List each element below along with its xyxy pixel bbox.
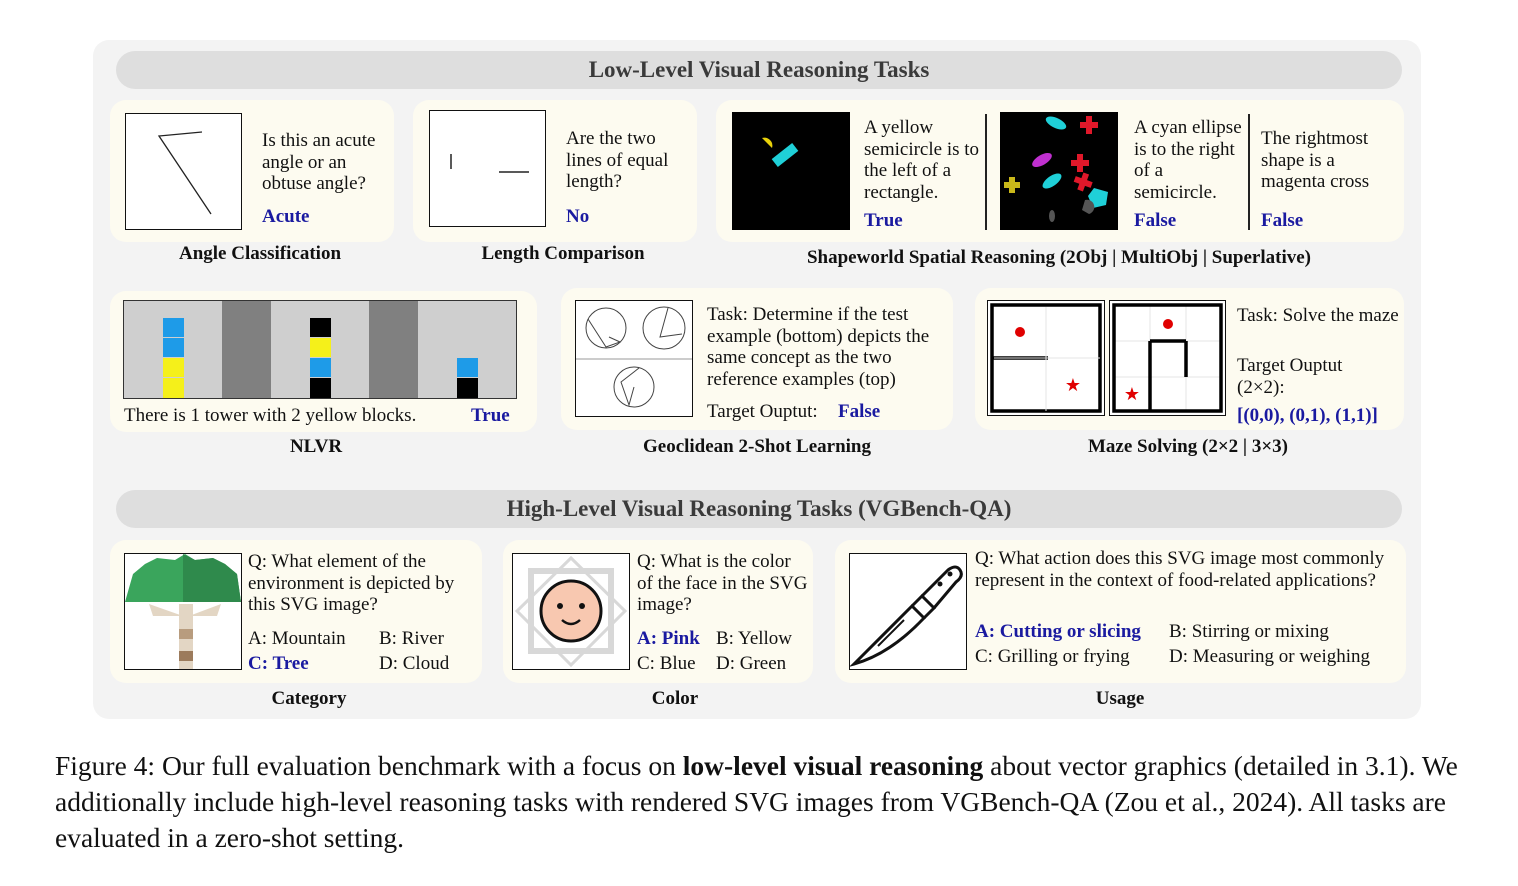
category-option-c: C: Tree (248, 653, 309, 674)
nlvr-answer: True (471, 405, 510, 426)
maze-answer: [(0,0), (0,1), (1,1)] (1237, 405, 1378, 426)
figure-caption-suffix: about vector graphics (detailed in 3.1). We additionally include high-level reasoning tasks with rendered SVG images from VGBench-QA (Zou et al., 2024). All tasks are evaluated in a zero-shot setting. (55, 750, 1458, 853)
shapeworld-image-1 (732, 112, 850, 230)
geoclidean-answer: False (838, 401, 881, 422)
angle-question: Is this an acute angle or an obtuse angle? (262, 130, 376, 194)
usage-caption: Usage (1095, 688, 1145, 709)
shapeworld-answer-2: False (1134, 210, 1177, 231)
nlvr-statement: There is 1 tower with 2 yellow blocks. (124, 405, 417, 426)
category-image (124, 553, 242, 670)
color-option-c: C: Blue (637, 653, 696, 674)
length-caption: Length Comparison (481, 243, 645, 264)
usage-question: Q: What action does this SVG image most commonly represent in the context of food-related applications? (975, 548, 1385, 591)
geoclidean-caption: Geoclidean 2-Shot Learning (642, 436, 871, 457)
knife-icon (850, 554, 966, 669)
figure-caption-prefix: Figure 4: Our full evaluation benchmark with a focus on (55, 750, 683, 781)
maze-caption: Maze Solving (2×2 | 3×3) (1088, 436, 1288, 457)
length-answer: No (566, 206, 590, 227)
color-question: Q: What is the color of the face in the SVG image? (637, 551, 808, 615)
shapeworld-image-2 (1000, 112, 1118, 230)
shapeworld-answer-3: False (1261, 210, 1304, 231)
length-image (429, 110, 546, 227)
maze-image-2 (1109, 300, 1226, 416)
color-image (512, 553, 630, 670)
angle-caption: Angle Classification (178, 243, 342, 264)
category-option-d: D: Cloud (379, 653, 450, 674)
geoclidean-task: Task: Determine if the test example (bottom) depicts the same concept as the two reference examples (top) (707, 304, 930, 390)
shapeworld-text-2: A cyan ellipse is to the right of a semicircle. (1134, 117, 1242, 203)
usage-option-d: D: Measuring or weighing (1169, 646, 1371, 667)
usage-image (849, 553, 967, 670)
maze-task: Task: Solve the maze (1237, 305, 1399, 326)
shapeworld-text-1: A yellow semicircle is to the left of a rectangle. (864, 117, 980, 203)
usage-option-b: B: Stirring or mixing (1169, 621, 1329, 642)
angle-answer: Acute (262, 206, 310, 227)
high-level-banner: High-Level Visual Reasoning Tasks (VGBench-QA) (116, 490, 1402, 528)
divider-2 (1248, 114, 1250, 230)
low-level-banner: Low-Level Visual Reasoning Tasks (116, 51, 1402, 89)
length-question: Are the two lines of equal length? (566, 128, 669, 192)
color-option-d: D: Green (716, 653, 787, 674)
smiley-face-icon (513, 554, 629, 669)
usage-option-a: A: Cutting or slicing (975, 621, 1141, 642)
maze-image-1 (987, 300, 1105, 416)
angle-image (125, 113, 242, 230)
figure-caption (55, 748, 1475, 856)
tree-icon (125, 554, 241, 669)
color-caption: Color (651, 688, 699, 709)
nlvr-image (123, 300, 517, 399)
shapeworld-answer-1: True (864, 210, 903, 231)
category-caption: Category (271, 688, 347, 709)
color-option-a: A: Pink (637, 628, 700, 649)
divider-1 (985, 114, 987, 230)
shapeworld-text-3: The rightmost shape is a magenta cross (1261, 128, 1370, 192)
shapeworld-caption: Shapeworld Spatial Reasoning (2Obj | MultiObj | Superlative) (806, 247, 1311, 268)
geoclidean-target-label: Target Ouptut: (707, 401, 818, 422)
usage-option-c: C: Grilling or frying (975, 646, 1130, 667)
category-question: Q: What element of the environment is depicted by this SVG image? (248, 551, 455, 615)
color-option-b: B: Yellow (716, 628, 793, 649)
svg-text:★: ★ (1064, 375, 1082, 395)
category-option-b: B: River (379, 628, 444, 649)
svg-text:★: ★ (1123, 384, 1141, 404)
category-option-a: A: Mountain (248, 628, 346, 649)
nlvr-caption: NLVR (289, 436, 343, 457)
geoclidean-image (575, 300, 693, 417)
maze-target-label: Target Ouptut (2×2): (1237, 355, 1343, 398)
figure-caption-bold: low-level visual reasoning (682, 750, 984, 781)
